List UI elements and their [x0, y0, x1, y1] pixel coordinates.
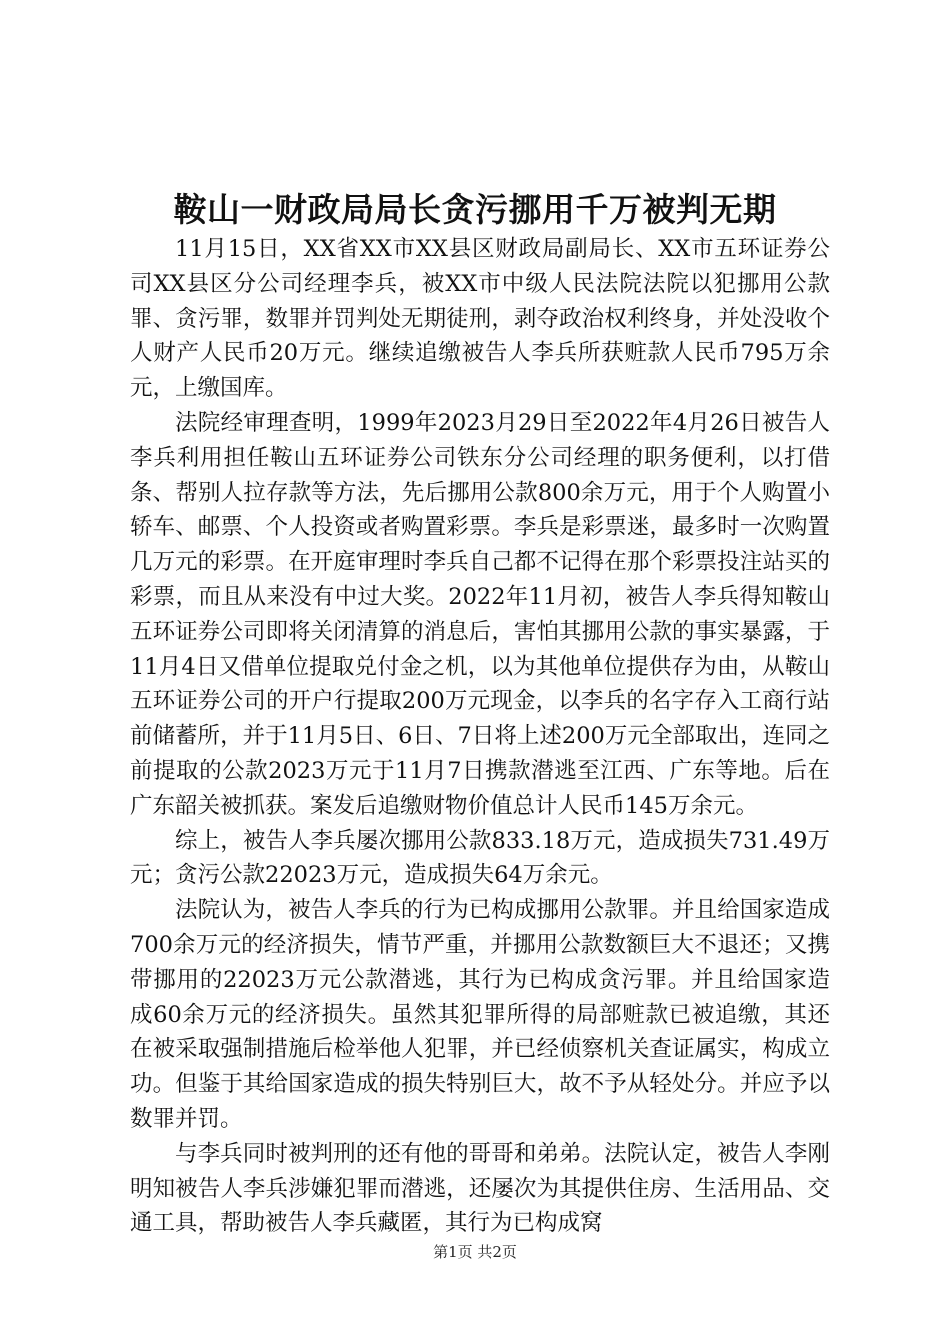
- paragraph-2: 法院经审理查明，1999年2023月29日至2022年4月26日被告人李兵利用担任鞍山五环证券公司铁东分公司经理的职务便利，以打借条、帮别人拉存款等方法，先后挪用公款800余万元，用于个人购置小轿车、邮票、个人投资或者购置彩票。李兵是彩票迷，最多时一次购置几万元的彩票。在开庭审理时李兵自己都不记得在那个彩票投注站买的彩票，而且从来没有中过大奖。2022年11月初，被告人李兵得知鞍山五环证券公司即将关闭清算的消息后，害怕其挪用公款的事实暴露，于11月4日又借单位提取兑付金之机，以为其他单位提供存为由，从鞍山五环证券公司的开户行提取200万元现金，以李兵的名字存入工商行站前储蓄所，并于11月5日、6日、7日将上述200万元全部取出，连同之前提取的公款2023万元于11月7日携款潜逃至江西、广东等地。后在广东韶关被抓获。案发后追缴财物价值总计人民币145万余元。: [130, 409, 830, 819]
- document-title: 鞍山一财政局局长贪污挪用千万被判无期: [173, 190, 777, 229]
- document-body: [130, 232, 830, 1241]
- paragraph-4: 法院认为，被告人李兵的行为已构成挪用公款罪。并且给国家造成700余万元的经济损失，情节严重，并挪用公款数额巨大不退还；又携带挪用的22023万元公款潜逃，其行为已构成贪污罪。并且给国家造成60余万元的经济损失。虽然其犯罪所得的局部赃款已被追缴，其还在被采取强制措施后检举他人犯罪，并已经侦察机关查证属实，构成立功。但鉴于其给国家造成的损失特别巨大，故不予从轻处分。并应予以数罪并罚。: [130, 897, 830, 1132]
- paragraph-3: 综上，被告人李兵屡次挪用公款833.18万元，造成损失731.49万元；贪污公款22023万元，造成损失64万余元。: [130, 827, 830, 889]
- paragraph-5: 与李兵同时被判刑的还有他的哥哥和弟弟。法院认定，被告人李刚明知被告人李兵涉嫌犯罪而潜逃，还屡次为其提供住房、生活用品、交通工具，帮助被告人李兵藏匿，其行为已构成窝: [130, 1140, 830, 1237]
- page-number-footer: 第1页 共2页: [433, 1243, 517, 1261]
- paragraph-1: 11月15日，XX省XX市XX县区财政局副局长、XX市五环证券公司XX县区分公司经理李兵，被XX市中级人民法院法院以犯挪用公款罪、贪污罪，数罪并罚判处无期徒刑，剥夺政治权利终身，并处没收个人财产人民币20万元。继续追缴被告人李兵所获赃款人民币795万余元，上缴国库。: [130, 236, 830, 402]
